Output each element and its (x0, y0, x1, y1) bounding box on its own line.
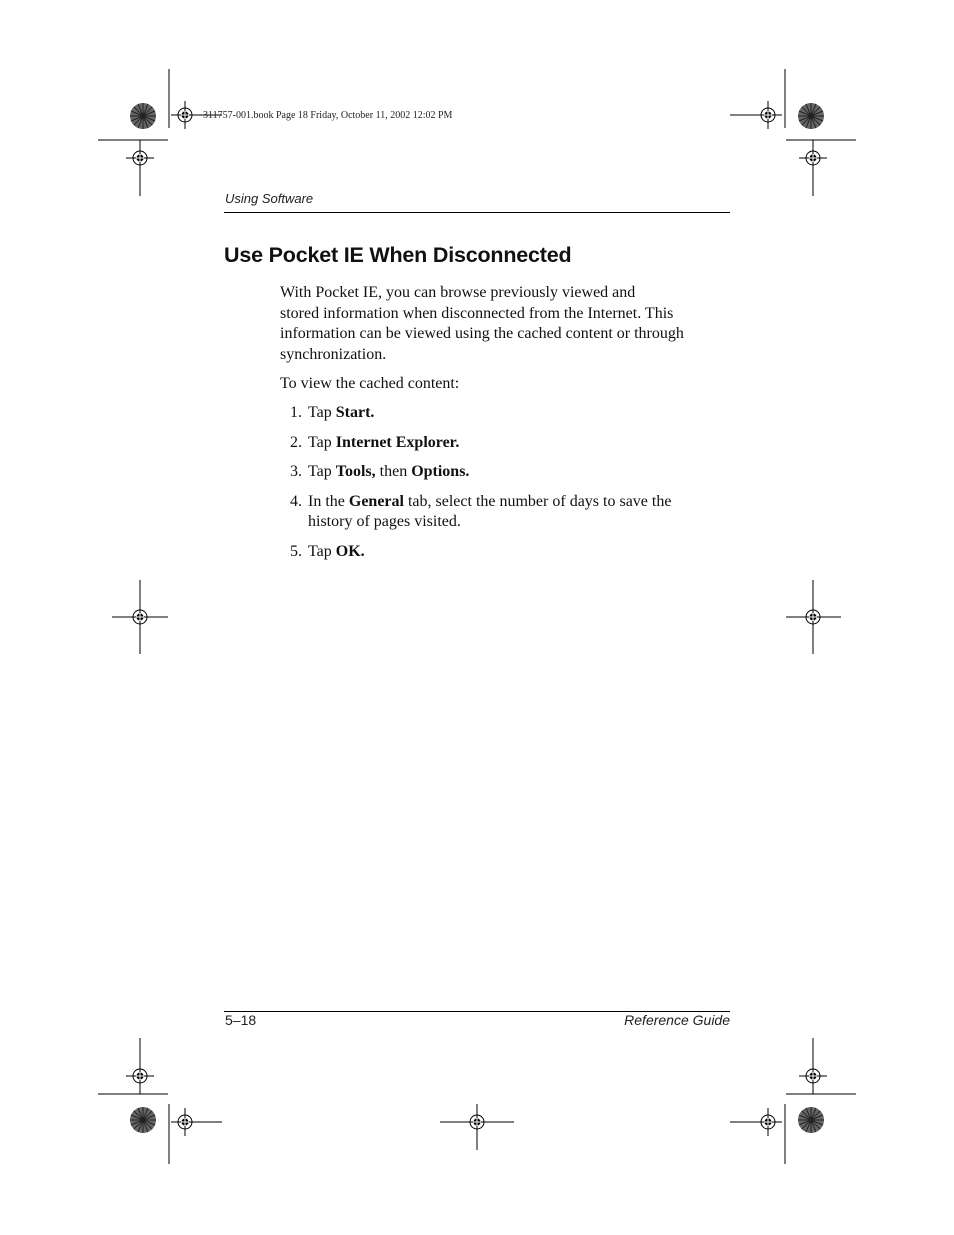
registration-mark-icon (799, 1062, 827, 1090)
step-text: tab, select the number of days to save the (403, 493, 672, 510)
running-head: Using Software (225, 191, 314, 206)
registration-mark-icon (171, 101, 199, 129)
step-item (290, 433, 720, 453)
step-text: In the (308, 493, 349, 510)
section-heading: Use Pocket IE When Disconnected (224, 243, 572, 267)
color-target-icon (798, 1107, 824, 1133)
registration-mark-icon (171, 1108, 199, 1136)
intro-line: synchronization. (280, 345, 387, 363)
color-target-icon (130, 1107, 156, 1133)
color-target-icon (130, 103, 156, 129)
header-rule (224, 212, 730, 213)
intro-paragraph (280, 283, 720, 365)
step-text: Tap (308, 404, 336, 421)
page-number: 5–18 (225, 1012, 257, 1028)
step-text: Tap (308, 463, 336, 480)
ui-term: OK. (335, 543, 365, 560)
print-slug: 311757-001.book Page 18 Friday, October 11, 2002 12:02 PM (203, 110, 453, 121)
step-item (290, 492, 720, 532)
step-number: 4. (290, 493, 302, 510)
intro-line: stored information when disconnected from the Internet. This (280, 304, 674, 322)
color-target-icon (798, 103, 824, 129)
step-item (290, 542, 720, 562)
ui-term: General (348, 493, 404, 510)
ui-term: Internet Explorer. (335, 434, 460, 451)
step-text: Tap (308, 543, 336, 560)
step-item (290, 403, 720, 423)
step-item (290, 462, 720, 482)
registration-mark-icon (754, 101, 782, 129)
lead-in-text: To view the cached content: (280, 375, 460, 392)
intro-line: information can be viewed using the cached content or through (280, 325, 684, 342)
step-text: history of pages visited. (308, 513, 461, 530)
step-number: 3. (290, 463, 302, 480)
book-title: Reference Guide (624, 1012, 730, 1028)
step-number: 1. (290, 404, 302, 421)
registration-mark-icon (799, 144, 827, 172)
registration-mark-icon (799, 603, 827, 631)
registration-mark-icon (126, 1062, 154, 1090)
step-text: Tap (308, 434, 336, 451)
step-text: then (375, 463, 412, 480)
ui-term: Options. (411, 463, 470, 480)
registration-mark-icon (126, 144, 154, 172)
registration-mark-icon (463, 1108, 491, 1136)
step-number: 5. (290, 543, 302, 560)
crop-lines (98, 69, 856, 1164)
registration-mark-icon (754, 1108, 782, 1136)
registration-mark-icon (126, 603, 154, 631)
step-number: 2. (290, 434, 302, 451)
ui-term: Start. (335, 404, 375, 421)
intro-line: With Pocket IE, you can browse previously viewed and (280, 284, 636, 301)
ui-term: Tools, (335, 463, 376, 480)
